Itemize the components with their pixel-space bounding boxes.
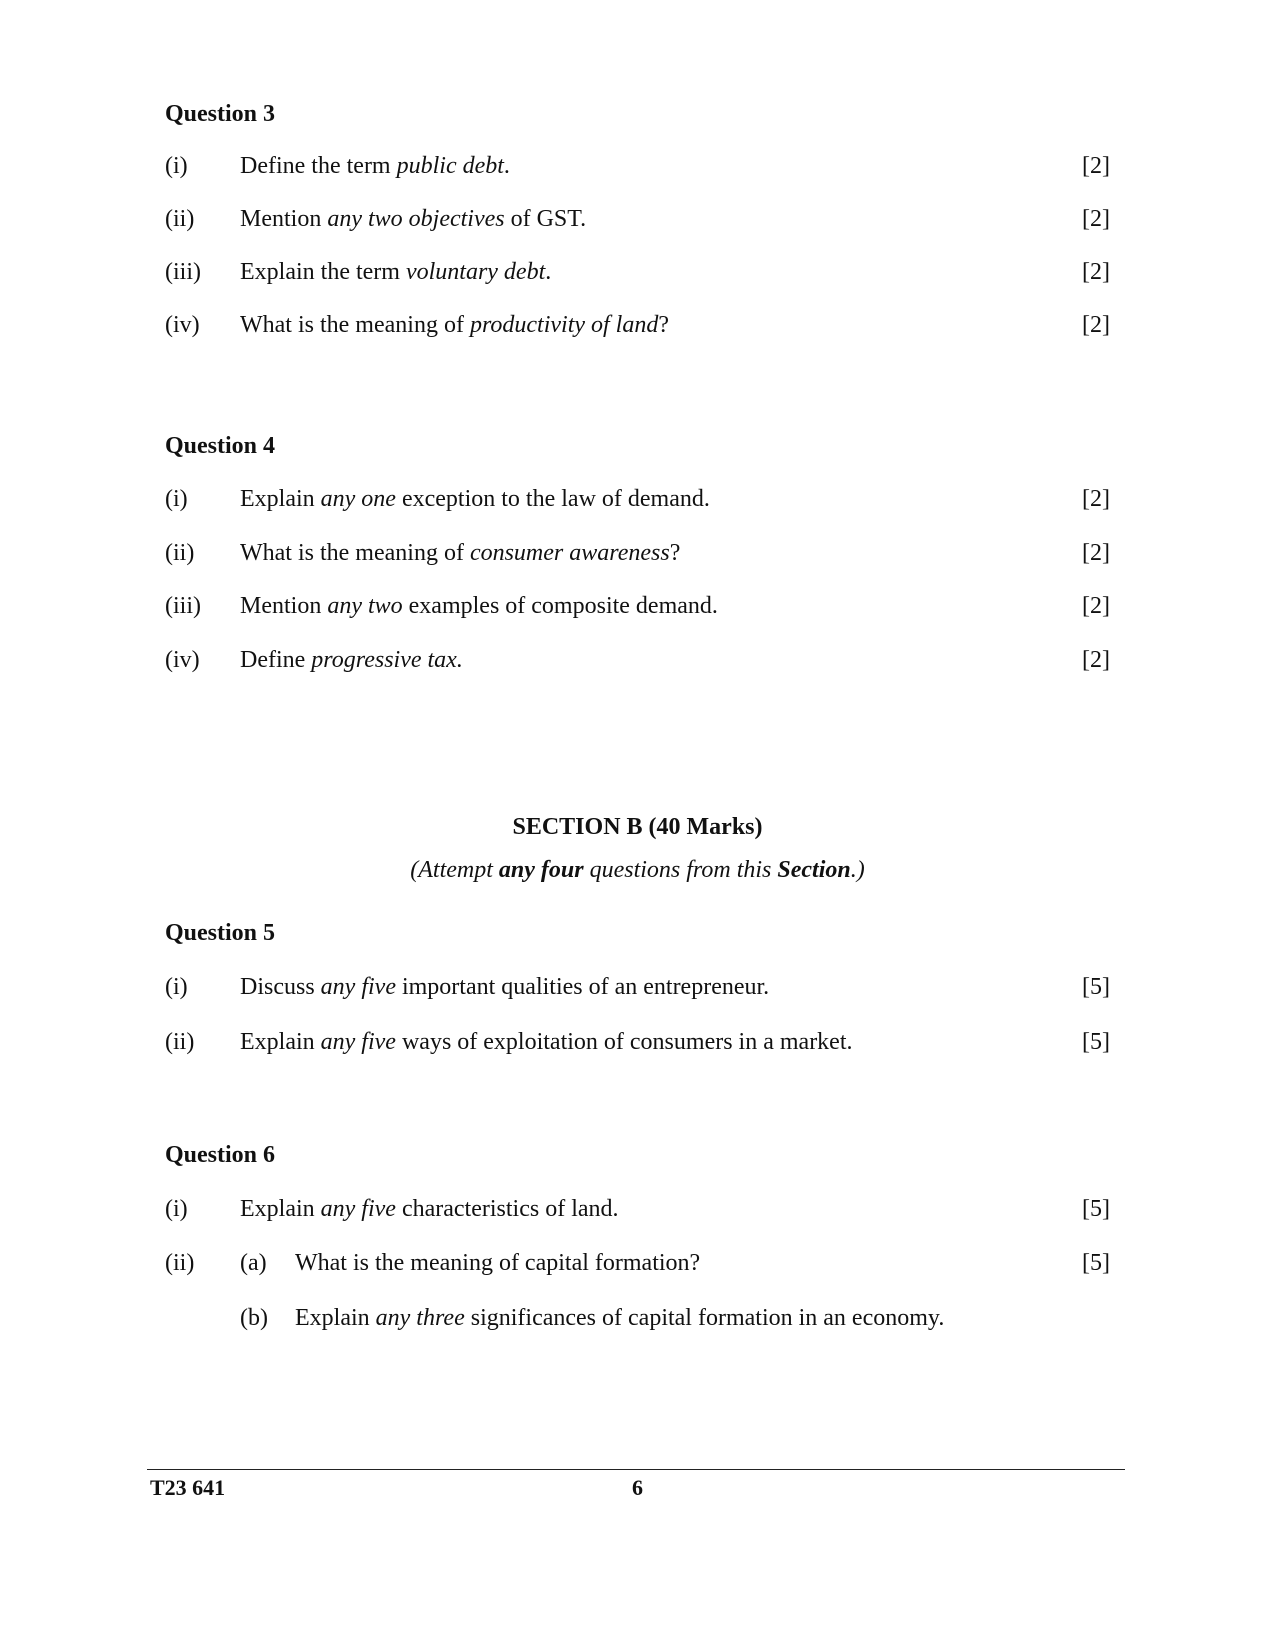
item-number: (ii) (165, 206, 195, 232)
q4-item-iii (165, 591, 1110, 621)
q4-item-iv (165, 645, 1110, 675)
item-number: (i) (165, 974, 188, 1000)
q5-item-ii (165, 1027, 1110, 1057)
paper-code: T23 641 (150, 1475, 226, 1500)
item-number: (ii) (165, 1250, 195, 1276)
item-marks: [2] (1082, 153, 1110, 179)
item-text: Define the term public debt. (240, 153, 510, 179)
section-b-title: SECTION B (40 Marks) (512, 814, 763, 840)
q3-item-i (165, 151, 1110, 181)
item-text: Define progressive tax. (240, 647, 463, 673)
item-text: What is the meaning of productivity of land? (240, 312, 670, 338)
item-text: Explain the term voluntary debt. (240, 259, 552, 285)
section-b-instruction: (Attempt any four questions from this Section.) (410, 857, 865, 883)
item-marks: [5] (1082, 1196, 1110, 1222)
page-number: 6 (632, 1475, 643, 1500)
item-number: (i) (165, 486, 188, 512)
item-marks: [2] (1082, 540, 1110, 566)
item-marks: [5] (1082, 1250, 1110, 1276)
item-text: Mention any two objectives of GST. (240, 206, 587, 232)
question-5-heading: Question 5 (165, 920, 276, 946)
item-text: Explain any five characteristics of land. (240, 1196, 619, 1222)
question-4-heading: Question 4 (165, 433, 276, 459)
item-text: What is the meaning of consumer awareness? (240, 540, 681, 566)
item-marks: [5] (1082, 974, 1110, 1000)
sub-item-number: (b) (240, 1305, 268, 1331)
question-3-heading: Question 3 (165, 101, 276, 127)
item-number: (i) (165, 1196, 188, 1222)
item-marks: [2] (1082, 312, 1110, 338)
item-number: (i) (165, 153, 188, 179)
item-text: Explain any one exception to the law of demand. (240, 486, 710, 512)
item-number: (ii) (165, 1029, 195, 1055)
item-number: (iv) (165, 312, 200, 338)
item-number: (iii) (165, 593, 201, 619)
question-6-heading: Question 6 (165, 1142, 276, 1168)
q4-item-ii (165, 538, 1110, 568)
q3-item-ii (165, 204, 1110, 234)
sub-item-number: (a) (240, 1250, 267, 1276)
item-text: Mention any two examples of composite demand. (240, 593, 718, 619)
q3-item-iv (165, 310, 1110, 340)
q6-item-i (165, 1194, 1110, 1224)
q6-item-ii-a (165, 1248, 1110, 1278)
item-marks: [2] (1082, 259, 1110, 285)
q3-item-iii (165, 257, 1110, 287)
item-number: (ii) (165, 540, 195, 566)
q6-item-ii-b (165, 1303, 1110, 1333)
q5-item-i (165, 972, 1110, 1002)
sub-item-text: What is the meaning of capital formation? (295, 1250, 701, 1276)
item-marks: [5] (1082, 1029, 1110, 1055)
item-number: (iii) (165, 259, 201, 285)
q4-item-i (165, 484, 1110, 514)
item-marks: [2] (1082, 647, 1110, 673)
item-marks: [2] (1082, 206, 1110, 232)
sub-item-text: Explain any three significances of capital formation in an economy. (295, 1305, 945, 1331)
item-text: Discuss any five important qualities of an entrepreneur. (240, 974, 770, 1000)
item-marks: [2] (1082, 593, 1110, 619)
item-text: Explain any five ways of exploitation of consumers in a market. (240, 1029, 853, 1055)
footer-divider (147, 1469, 1125, 1470)
item-marks: [2] (1082, 486, 1110, 512)
item-number: (iv) (165, 647, 200, 673)
